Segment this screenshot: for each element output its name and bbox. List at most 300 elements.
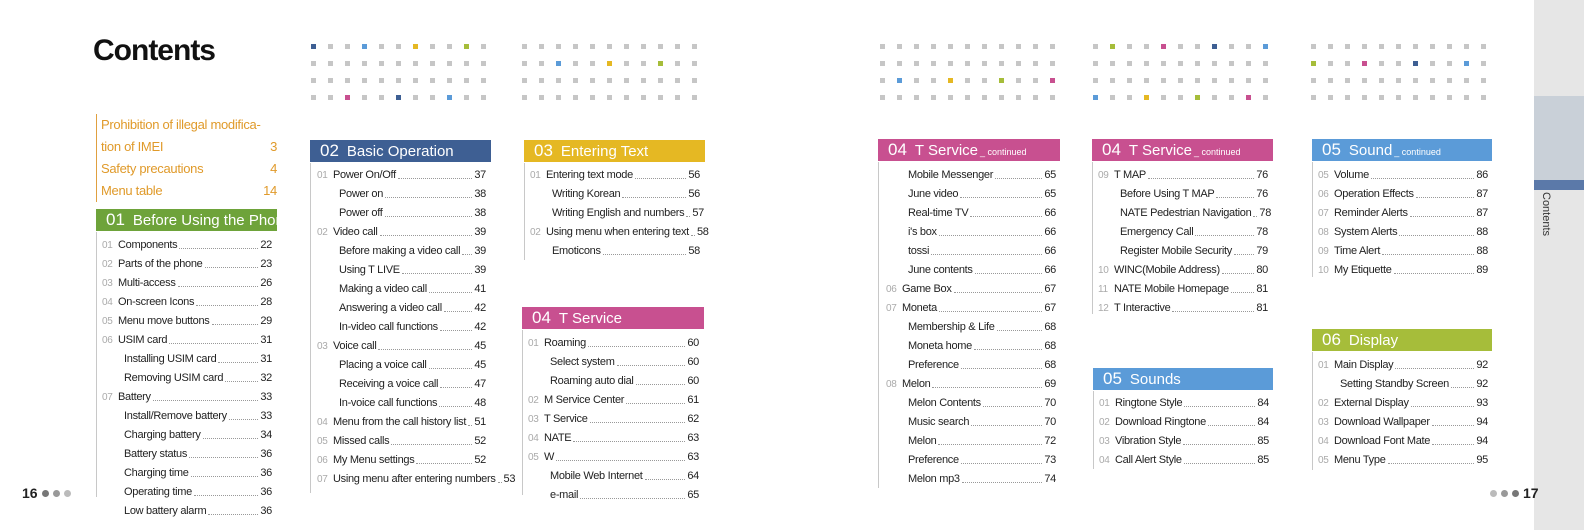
section-number: 05 <box>1103 369 1122 388</box>
toc-entry[interactable] <box>102 388 272 407</box>
entry-label: Making a video call <box>339 283 427 295</box>
dot-square <box>1481 61 1486 66</box>
dot-square <box>999 44 1004 49</box>
toc-entry[interactable] <box>317 280 486 299</box>
toc-entry[interactable] <box>317 470 516 489</box>
intro-label: Prohibition of illegal modifica- <box>101 117 261 132</box>
dot-square <box>539 61 544 66</box>
toc-entry[interactable] <box>317 166 486 185</box>
dot-leader <box>1148 166 1254 179</box>
dot-square <box>328 78 333 83</box>
toc-entry[interactable] <box>317 261 486 280</box>
toc-entry[interactable] <box>528 372 699 391</box>
dot-leader <box>178 274 259 287</box>
entry-label: Select system <box>550 356 615 368</box>
dot-square <box>311 44 316 49</box>
entry-number: 04 <box>528 433 539 444</box>
entry-label: Mobile Web Internet <box>550 470 643 482</box>
dot-square <box>1127 95 1132 100</box>
toc-entry[interactable] <box>528 410 699 429</box>
dot-leader <box>439 394 472 407</box>
toc-entry[interactable] <box>1318 432 1488 451</box>
toc-entry[interactable] <box>317 432 486 451</box>
section-header-04-continued[interactable] <box>878 139 1060 161</box>
toc-entry[interactable] <box>886 166 1056 185</box>
toc-entry[interactable] <box>102 502 272 521</box>
toc-entry[interactable] <box>317 185 486 204</box>
dot-square <box>345 78 350 83</box>
dot-square <box>675 44 680 49</box>
toc-list-06 <box>1318 356 1488 470</box>
entry-label: Membership & Life <box>908 321 995 333</box>
toc-entry[interactable] <box>317 394 486 413</box>
entry-label: Melon <box>908 435 937 447</box>
toc-entry[interactable] <box>886 204 1056 223</box>
dot-square <box>345 95 350 100</box>
toc-entry[interactable] <box>317 223 486 242</box>
toc-entry[interactable] <box>886 242 1056 261</box>
entry-label: Emoticons <box>552 245 601 257</box>
entry-number: 12 <box>1098 303 1109 314</box>
entry-page: 42 <box>474 321 486 333</box>
toc-entry[interactable] <box>1099 413 1269 432</box>
entry-page: 48 <box>474 397 486 409</box>
entry-label: Roaming <box>544 337 586 349</box>
dot-square <box>1195 78 1200 83</box>
dot-square <box>1229 61 1234 66</box>
toc-entry[interactable] <box>528 391 699 410</box>
dot-square <box>1195 61 1200 66</box>
section-title: Display <box>1348 332 1399 349</box>
toc-entry[interactable] <box>1098 185 1268 204</box>
entry-number: 09 <box>1318 246 1329 257</box>
entry-label: Using menu after entering numbers <box>333 473 496 485</box>
toc-entry[interactable] <box>102 331 272 350</box>
dot-square <box>692 44 697 49</box>
entry-page: 36 <box>260 486 272 498</box>
toc-entry[interactable] <box>102 255 272 274</box>
entry-page: 68 <box>1044 321 1056 333</box>
toc-entry[interactable] <box>528 353 699 372</box>
dot-square <box>1464 78 1469 83</box>
dot-square <box>607 78 612 83</box>
page-number: 16 <box>22 485 38 501</box>
entry-page: 66 <box>1044 226 1056 238</box>
entry-label: Menu move buttons <box>118 315 210 327</box>
entry-page: 87 <box>1476 188 1488 200</box>
toc-entry[interactable] <box>1098 280 1268 299</box>
dot-square <box>1110 95 1115 100</box>
dot-square <box>914 78 919 83</box>
toc-entry[interactable] <box>1099 394 1269 413</box>
section-header-05[interactable] <box>1093 368 1273 390</box>
entry-number: 04 <box>1099 455 1110 466</box>
dot-leader <box>429 356 473 369</box>
toc-entry[interactable] <box>1318 375 1488 394</box>
intro-item[interactable] <box>101 180 277 202</box>
entry-number <box>317 242 333 261</box>
section-number: 04 <box>1102 140 1121 159</box>
toc-entry[interactable] <box>886 337 1056 356</box>
toc-entry[interactable] <box>1318 413 1488 432</box>
entry-page: 42 <box>474 302 486 314</box>
dot-leader <box>580 486 685 499</box>
entry-page: 47 <box>474 378 486 390</box>
entry-label: Entering text mode <box>546 169 633 181</box>
continued-label: _ continued <box>980 147 1027 157</box>
toc-entry[interactable] <box>102 483 272 502</box>
toc-entry[interactable] <box>317 299 486 318</box>
entry-number: 06 <box>886 284 897 295</box>
entry-page: 76 <box>1256 188 1268 200</box>
entry-label: Operation Effects <box>1334 188 1414 200</box>
toc-list-04-continued-2 <box>1098 166 1272 318</box>
entry-page: 64 <box>687 470 699 482</box>
toc-entry[interactable] <box>102 293 272 312</box>
dot-square <box>1246 78 1251 83</box>
entry-label: tossi <box>908 245 930 257</box>
toc-entry[interactable] <box>1318 166 1488 185</box>
dot-square <box>1161 61 1166 66</box>
dot-square <box>413 78 418 83</box>
dot-square <box>607 44 612 49</box>
section-title: Before Using the Phone <box>132 212 293 229</box>
section-header-01[interactable] <box>96 209 293 231</box>
entry-label: Battery <box>118 391 151 403</box>
toc-list-04 <box>528 334 699 505</box>
dot-square <box>1144 44 1149 49</box>
dot-square <box>1144 61 1149 66</box>
toc-entry[interactable] <box>528 467 699 486</box>
section-title: Entering Text <box>560 143 649 160</box>
entry-page: 31 <box>260 353 272 365</box>
dot-square <box>914 44 919 49</box>
toc-entry[interactable] <box>886 185 1056 204</box>
toc-entry[interactable] <box>317 356 486 375</box>
entry-label: USIM card <box>118 334 168 346</box>
dot-leader <box>153 388 259 401</box>
side-tab[interactable] <box>1534 192 1556 252</box>
toc-entry[interactable] <box>1318 356 1488 375</box>
dot-leader <box>975 261 1043 274</box>
dot-square <box>965 61 970 66</box>
entry-page: 73 <box>1044 454 1056 466</box>
dot-square <box>675 78 680 83</box>
toc-entry[interactable] <box>317 413 486 432</box>
entry-page: 60 <box>687 375 699 387</box>
entry-label: Reminder Alerts <box>1334 207 1408 219</box>
entry-label: System Alerts <box>1334 226 1398 238</box>
entry-number <box>886 432 902 451</box>
dot-leader <box>961 356 1043 369</box>
entry-number: 08 <box>886 379 897 390</box>
toc-entry[interactable] <box>886 223 1056 242</box>
section-header-03[interactable] <box>524 140 705 162</box>
toc-entry[interactable] <box>1098 261 1268 280</box>
dot-grid <box>880 44 1055 100</box>
entry-label: Parts of the phone <box>118 258 203 270</box>
section-header-04-continued-2[interactable] <box>1092 139 1273 161</box>
dot-square <box>539 44 544 49</box>
dot-square <box>1033 95 1038 100</box>
entry-label: Register Mobile Security <box>1120 245 1233 257</box>
entry-label: Music search <box>908 416 970 428</box>
toc-entry[interactable] <box>1318 204 1488 223</box>
intro-item[interactable] <box>101 114 277 136</box>
toc-entry[interactable] <box>886 394 1056 413</box>
dot-square <box>931 44 936 49</box>
toc-entry[interactable] <box>1318 185 1488 204</box>
dot-leader <box>970 204 1042 217</box>
dot-leader <box>983 394 1043 407</box>
section-number: 01 <box>106 210 125 229</box>
entry-number: 09 <box>1098 170 1109 181</box>
toc-entry[interactable] <box>530 166 700 185</box>
dot-square <box>931 78 936 83</box>
toc-entry[interactable] <box>1318 242 1488 261</box>
dot-square <box>1430 78 1435 83</box>
toc-entry[interactable] <box>1098 299 1268 318</box>
dot-square <box>311 61 316 66</box>
dot-leader <box>932 375 1042 388</box>
toc-entry[interactable] <box>317 375 486 394</box>
intro-item[interactable] <box>101 158 277 180</box>
entry-page: 39 <box>474 245 486 257</box>
toc-entry[interactable] <box>530 185 700 204</box>
entry-label: Melon <box>902 378 931 390</box>
toc-entry[interactable] <box>317 318 486 337</box>
entry-page: 63 <box>687 432 699 444</box>
toc-entry[interactable] <box>1098 166 1268 185</box>
toc-entry[interactable] <box>530 242 700 261</box>
toc-entry[interactable] <box>530 223 709 242</box>
toc-entry[interactable] <box>102 350 272 369</box>
entry-number <box>886 204 902 223</box>
toc-entry[interactable] <box>528 486 699 505</box>
entry-page: 63 <box>687 451 699 463</box>
dot-leader <box>1451 375 1474 388</box>
toc-entry[interactable] <box>317 204 486 223</box>
entry-number <box>886 394 902 413</box>
dot-square <box>692 61 697 66</box>
section-header-05-continued[interactable] <box>1312 139 1492 161</box>
entry-page: 52 <box>474 435 486 447</box>
toc-list-03 <box>530 166 709 261</box>
toc-entry[interactable] <box>102 369 272 388</box>
toc-entry[interactable] <box>886 451 1056 470</box>
toc-entry[interactable] <box>886 413 1056 432</box>
entry-page: 69 <box>1044 378 1056 390</box>
entry-page: 57 <box>692 207 704 219</box>
toc-entry[interactable] <box>102 407 272 426</box>
page-number: 17 <box>1523 485 1539 501</box>
entry-number: 08 <box>1318 227 1329 238</box>
dot-square <box>1413 78 1418 83</box>
dot-square <box>590 61 595 66</box>
dot-square <box>590 78 595 83</box>
dot-square <box>880 61 885 66</box>
section-header-02[interactable] <box>310 140 491 162</box>
toc-entry[interactable] <box>317 451 486 470</box>
toc-entry[interactable] <box>1318 223 1488 242</box>
dot-square <box>1481 44 1486 49</box>
dot-grid <box>1311 44 1486 100</box>
dot-square <box>1212 95 1217 100</box>
dot-square <box>914 95 919 100</box>
entry-number: 02 <box>1099 417 1110 428</box>
entry-label: Main Display <box>1334 359 1394 371</box>
entry-label: Volume <box>1334 169 1369 181</box>
dot-square <box>1396 61 1401 66</box>
dot-leader <box>573 429 685 442</box>
toc-entry[interactable] <box>528 429 699 448</box>
entry-number: 02 <box>1318 398 1329 409</box>
entry-label: Receiving a voice call <box>339 378 439 390</box>
dot-square <box>948 44 953 49</box>
dot-square <box>1311 95 1316 100</box>
entry-page: 76 <box>1256 169 1268 181</box>
dot-square <box>1430 44 1435 49</box>
dot-square <box>1229 95 1234 100</box>
intro-page: 4 <box>270 161 277 176</box>
dot-square <box>413 44 418 49</box>
entry-number <box>886 356 902 375</box>
toc-entry[interactable] <box>102 445 272 464</box>
dot-square <box>1481 95 1486 100</box>
toc-entry[interactable] <box>1099 451 1269 470</box>
toc-entry[interactable] <box>886 261 1056 280</box>
dot-leader <box>617 353 686 366</box>
dot-leader <box>385 185 472 198</box>
entry-label: Components <box>118 239 178 251</box>
toc-entry[interactable] <box>102 464 272 483</box>
toc-entry[interactable] <box>1318 394 1488 413</box>
entry-page: 38 <box>474 207 486 219</box>
toc-entry[interactable] <box>886 318 1056 337</box>
entry-page: 34 <box>260 429 272 441</box>
entry-page: 93 <box>1476 397 1488 409</box>
dot-square <box>897 44 902 49</box>
continued-label: _ continued <box>1394 147 1441 157</box>
dot-leader <box>931 242 1042 255</box>
toc-entry[interactable] <box>1098 223 1268 242</box>
entry-label: Real-time TV <box>908 207 969 219</box>
intro-list <box>96 114 277 202</box>
toc-entry[interactable] <box>886 375 1056 394</box>
toc-entry[interactable] <box>1098 204 1272 223</box>
dot-square <box>1161 44 1166 49</box>
dot-square <box>328 44 333 49</box>
dot-leader <box>440 375 472 388</box>
section-number: 04 <box>888 140 907 159</box>
dot-grid <box>1093 44 1268 100</box>
toc-entry[interactable] <box>530 204 704 223</box>
dot-leader <box>1416 185 1475 198</box>
dot-square <box>1396 44 1401 49</box>
entry-number: 05 <box>1318 170 1329 181</box>
section-header-04[interactable] <box>522 307 704 329</box>
entry-page: 79 <box>1256 245 1268 257</box>
toc-entry[interactable] <box>886 299 1056 318</box>
dot-square <box>1110 78 1115 83</box>
entry-number <box>886 185 902 204</box>
toc-entry[interactable] <box>886 432 1056 451</box>
toc-list-02 <box>317 166 516 489</box>
entry-page: 60 <box>687 337 699 349</box>
toc-entry[interactable] <box>102 236 272 255</box>
entry-page: 38 <box>474 188 486 200</box>
dot-square <box>447 95 452 100</box>
dot-square <box>447 44 452 49</box>
section-number: 04 <box>532 308 551 327</box>
entry-page: 72 <box>1044 435 1056 447</box>
toc-entry[interactable] <box>102 312 272 331</box>
dot-square <box>396 95 401 100</box>
dot-square <box>413 95 418 100</box>
toc-entry[interactable] <box>102 426 272 445</box>
toc-entry[interactable] <box>317 242 486 261</box>
entry-label: Install/Remove battery <box>124 410 227 422</box>
dot-square <box>1229 78 1234 83</box>
divider <box>522 330 523 495</box>
section-number: 05 <box>1322 140 1341 159</box>
entry-number: 04 <box>102 297 113 308</box>
dot-leader <box>939 299 1042 312</box>
entry-number: 04 <box>1318 436 1329 447</box>
dot-square <box>1328 44 1333 49</box>
toc-entry[interactable] <box>1318 261 1488 280</box>
toc-entry[interactable] <box>886 356 1056 375</box>
entry-label: WINC(Mobile Address) <box>1114 264 1220 276</box>
entry-number <box>102 426 118 445</box>
entry-page: 78 <box>1259 207 1272 219</box>
toc-entry[interactable] <box>528 448 699 467</box>
entry-label: External Display <box>1334 397 1409 409</box>
dot-square <box>1311 44 1316 49</box>
dot-leader <box>191 464 259 477</box>
entry-page: 26 <box>260 277 272 289</box>
entry-number: 03 <box>1099 436 1110 447</box>
toc-entry[interactable] <box>1099 432 1269 451</box>
entry-label: Using menu when entering text <box>546 226 689 238</box>
dot-square <box>1345 61 1350 66</box>
dot-leader <box>971 413 1042 426</box>
dot-square <box>556 44 561 49</box>
divider <box>310 163 311 493</box>
entry-page: 68 <box>1044 340 1056 352</box>
intro-item[interactable] <box>101 136 277 158</box>
dot-square <box>1246 61 1251 66</box>
toc-entry[interactable] <box>528 334 699 353</box>
dot-square <box>658 78 663 83</box>
entry-number: 10 <box>1318 265 1329 276</box>
toc-entry[interactable] <box>886 280 1056 299</box>
entry-label: Voice call <box>333 340 377 352</box>
toc-entry[interactable] <box>886 470 1056 489</box>
entry-number <box>530 242 546 261</box>
dot-leader <box>1253 204 1257 217</box>
toc-entry[interactable] <box>317 337 486 356</box>
toc-entry[interactable] <box>1098 242 1268 261</box>
dot-square <box>624 44 629 49</box>
dot-square <box>573 78 578 83</box>
toc-entry[interactable] <box>1318 451 1488 470</box>
entry-number <box>1098 223 1114 242</box>
toc-entry[interactable] <box>102 274 272 293</box>
section-number: 02 <box>320 141 339 160</box>
section-header-06[interactable] <box>1312 329 1492 351</box>
entry-number: 02 <box>102 259 113 270</box>
